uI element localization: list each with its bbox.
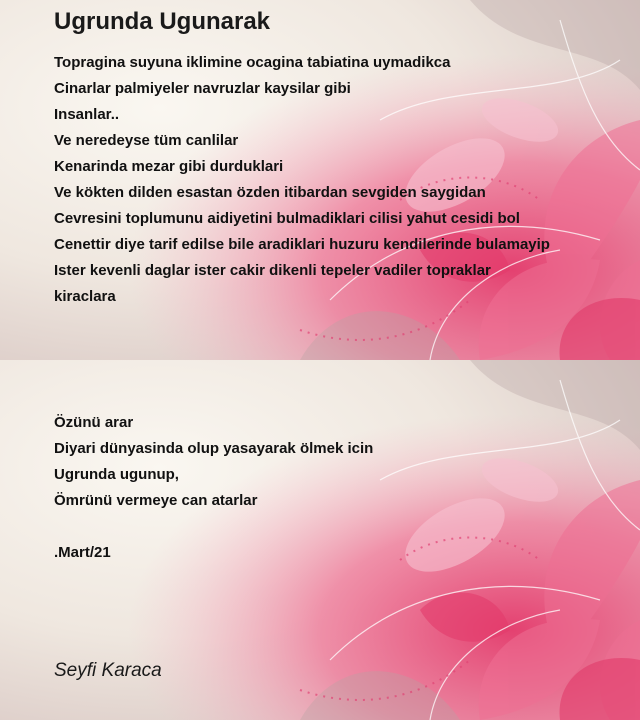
poem-line: Ömrünü vermeye can atarlar bbox=[54, 492, 258, 509]
poem-stanza-bottom bbox=[54, 410, 373, 566]
poem-stanza-top bbox=[54, 50, 550, 310]
poem-line: Cevresini toplumunu aidiyetini bulmadiklari cilisi yahut cesidi bol bbox=[54, 210, 520, 227]
poem-line: Cinarlar palmiyeler navruzlar kaysilar gibi bbox=[54, 80, 351, 97]
poem-author: Seyfi Karaca bbox=[54, 660, 162, 681]
poem-line: Ve neredeyse tüm canlilar bbox=[54, 132, 239, 149]
poem-line: Insanlar.. bbox=[54, 106, 120, 123]
poem-line: Kenarinda mezar gibi durduklari bbox=[54, 158, 284, 175]
poem-line: Ve kökten dilden esastan özden itibardan sevgiden saygidan bbox=[54, 184, 486, 201]
poem-line: Ister kevenli daglar ister cakir dikenli tepeler vadiler topraklar bbox=[54, 262, 491, 279]
poem-line: kiraclara bbox=[54, 288, 116, 305]
poem-blank-line bbox=[54, 514, 373, 540]
poem-line: Özünü arar bbox=[54, 414, 134, 431]
poem-line: Topragina suyuna iklimine ocagina tabiatina uymadikca bbox=[54, 54, 451, 71]
poem-date: .Mart/21 bbox=[54, 544, 111, 561]
poem-line: Ugrunda ugunup, bbox=[54, 466, 179, 483]
poem-title: Ugrunda Ugunarak bbox=[54, 8, 271, 35]
poem-line: Cenettir diye tarif edilse bile aradiklari huzuru kendilerinde bulamayip bbox=[54, 236, 550, 253]
poem-line: Diyari dünyasinda olup yasayarak ölmek icin bbox=[54, 440, 374, 457]
